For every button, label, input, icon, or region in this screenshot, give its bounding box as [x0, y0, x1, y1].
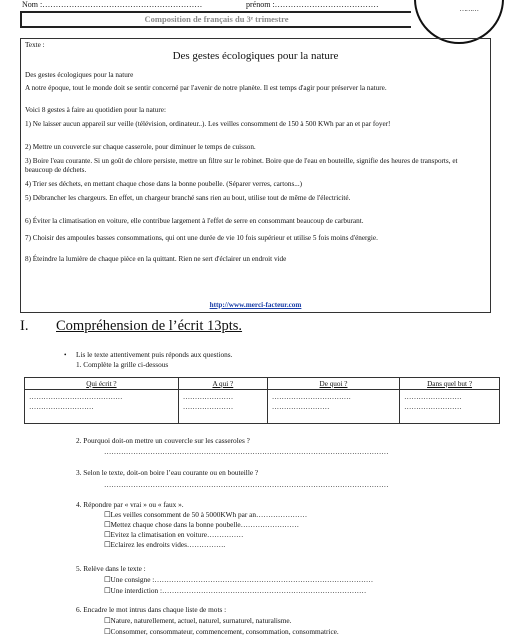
answer-line[interactable]: ………………………………………………………………………………………………………	[104, 480, 389, 489]
text-paragraph: 1) Ne laisser aucun appareil sur veille (télévision, ordinateur..). Les veilles consomment de 150 à 500 KWh par an et par foyer!	[25, 120, 391, 128]
grid-answer-cell[interactable]: ………………… …………………	[178, 390, 267, 424]
find-item[interactable]: ☐Une consigne :………………………………………………………………………………	[104, 575, 374, 584]
text-paragraph: 3) Boire l'eau courante. Si un goût de chlore persiste, mettre un filtre sur le robinet. Boire que de l'eau en bouteille, signifie des heures de transports, et beaucoup de déchets.	[25, 157, 458, 175]
text-paragraph: Voici 8 gestes à faire au quotidien pour la nature:	[25, 106, 166, 114]
find-item[interactable]: ☐Une interdiction :…………………………………………………………………………	[104, 586, 367, 595]
grid-answer-cell[interactable]: ………………………………… ………………………	[25, 390, 179, 424]
source-link[interactable]: http://www.merci-facteur.com	[209, 301, 302, 309]
firstname-field[interactable]: prénom :…………………………………	[246, 0, 379, 9]
section-heading	[20, 318, 242, 335]
answer-grid	[24, 377, 500, 424]
text-paragraph: 8) Éteindre la lumière de chaque pièce en la quittant. Rien ne sert d'éclairer un endroit vide	[25, 255, 287, 263]
grid-header-cell: De quoi ?	[267, 378, 399, 390]
word-list[interactable]: ☐Nature, naturellement, actuel, naturel, surnaturel, naturalisme.	[104, 616, 292, 625]
question-3: 3. Selon le texte, doit-on boire l’eau courante ou en bouteille ?	[76, 468, 259, 477]
question-5: 5. Relève dans le texte :	[76, 564, 146, 573]
text-paragraph: 4) Trier ses déchets, en mettant chaque chose dans la bonne poubelle. (Séparer verres, cartons...)	[25, 180, 303, 188]
grid-answer-row	[25, 390, 500, 424]
grid-answer-cell[interactable]: …………………… ……………………	[400, 390, 500, 424]
grid-header-cell: Dans quel but ?	[400, 378, 500, 390]
grid-header-cell: A qui ?	[178, 378, 267, 390]
true-false-item[interactable]: ☐Eclairez les endroits vides…………….	[104, 540, 226, 549]
text-paragraph: A notre époque, tout le monde doit se sentir concerné par l'avenir de notre planète. Il est temps d'agir pour préserver la nature.	[25, 84, 387, 92]
word-list[interactable]: ☐Consommer, consommateur, commencement, consommation, consommatrice.	[104, 627, 339, 636]
text-title: Des gestes écologiques pour la nature	[172, 50, 339, 62]
true-false-item[interactable]: ☐Mettez chaque chose dans la bonne poubelle……………………	[104, 520, 300, 529]
grade-circle-text: ………	[460, 5, 479, 13]
grid-header-cell: Qui écrit ?	[25, 378, 179, 390]
text-label: Texte :	[25, 41, 45, 49]
grid-answer-cell[interactable]: …………………………… ……………………	[267, 390, 399, 424]
instruction-text: Lis le texte attentivement puis réponds aux questions.	[76, 350, 233, 359]
name-field[interactable]: Nom :……………………………………………………	[22, 0, 203, 9]
text-paragraph: 7) Choisir des ampoules basses consommations, qui ont une durée de vie 10 fois supérieur et utilise 5 fois moins d'énergie.	[25, 234, 378, 242]
question-1: 1. Complète la grille ci-dessous	[76, 360, 169, 369]
text-paragraph: 6) Éviter la climatisation en voiture, elle contribue largement à l'effet de serre en consommant beaucoup de carburant.	[25, 217, 364, 225]
section-number: I.	[20, 318, 29, 334]
question-4: 4. Répondre par « vrai » ou « faux ».	[76, 500, 184, 509]
question-2: 2. Pourquoi doit-on mettre un couvercle sur les casseroles ?	[76, 436, 250, 445]
question-6: 6. Encadre le mot intrus dans chaque liste de mots :	[76, 605, 227, 614]
reading-text-box	[20, 38, 491, 313]
text-paragraph: 5) Débrancher les chargeurs. En effet, un chargeur branché sans rien au bout, utilise tout de même de l'électricité.	[25, 194, 351, 202]
text-paragraph: 2) Mettre un couvercle sur chaque casserole, pour diminuer le temps de cuisson.	[25, 143, 256, 151]
answer-line[interactable]: ………………………………………………………………………………………………………	[104, 447, 389, 456]
grid-header-row	[25, 378, 500, 390]
bullet-icon: •	[64, 351, 67, 359]
true-false-item[interactable]: ☐Les veilles consomment de 50 à 5000KWh par an…………………	[104, 510, 308, 519]
exam-title-banner: Composition de français du 3ᵉ trimestre	[20, 11, 411, 28]
section-title: Compréhension de l’écrit 13pts.	[56, 318, 243, 334]
text-paragraph: Des gestes écologiques pour la nature	[25, 71, 134, 79]
true-false-item[interactable]: ☐Evitez la climatisation en voiture……………	[104, 530, 244, 539]
